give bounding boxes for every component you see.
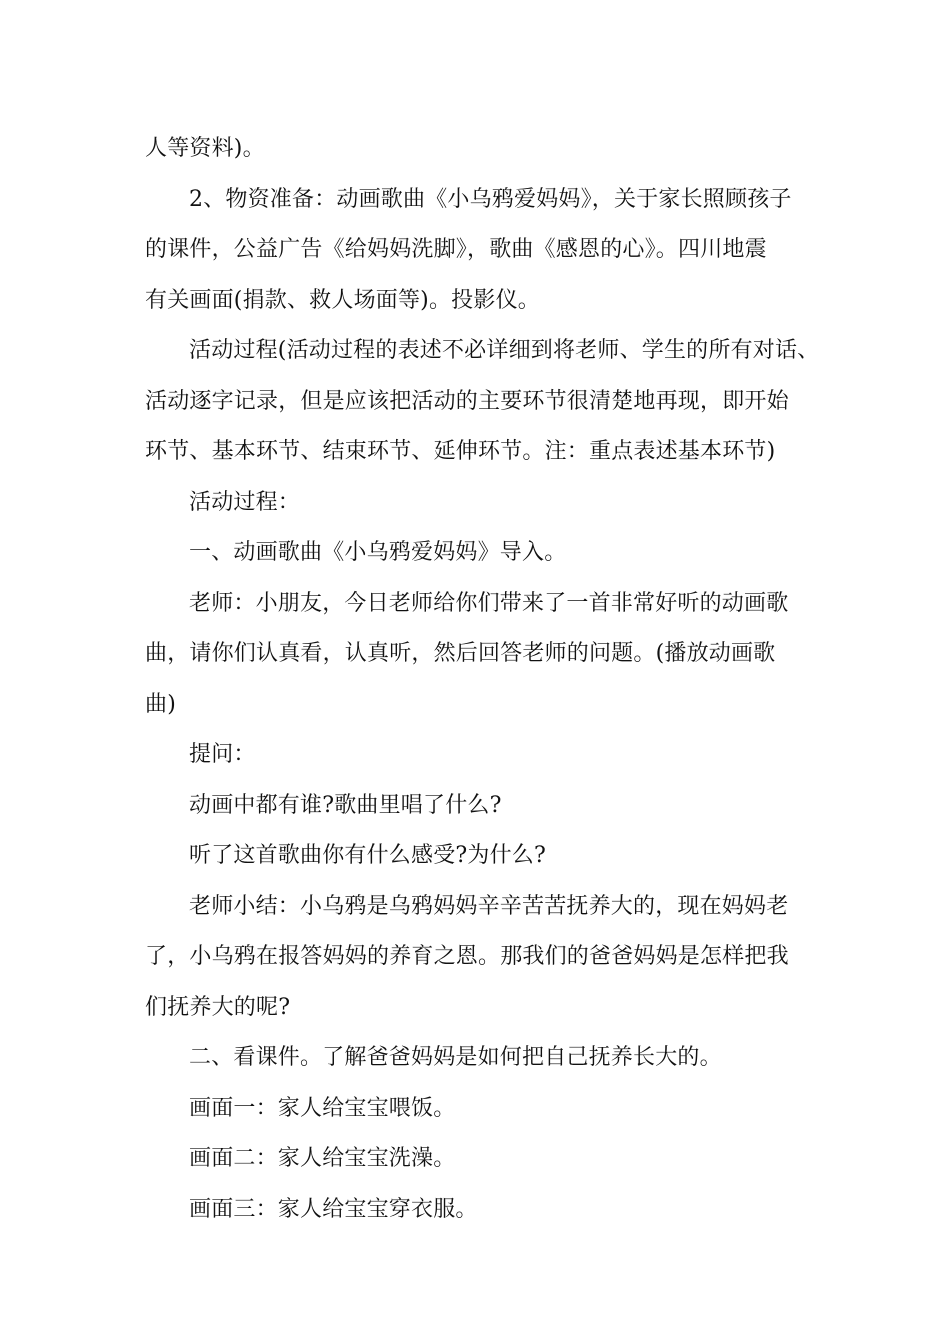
question-line: 动画中都有谁?歌曲里唱了什么?	[189, 792, 502, 818]
text-line: 了，小乌鸦在报答妈妈的养育之恩。那我们的爸爸妈妈是怎样把我	[145, 944, 789, 969]
section-heading: 活动过程：	[189, 489, 301, 515]
scene-line: 画面一：家人给宝宝喂饭。	[189, 1095, 456, 1121]
text-line: 活动过程(活动过程的表述不必详细到将老师、学生的所有对话、	[189, 338, 820, 363]
text-line: 老师小结：小乌鸦是乌鸦妈妈辛辛苦苦抚养大的，现在妈妈老	[189, 893, 789, 919]
text-line: 2、物资准备：动画歌曲《小乌鸦爱妈妈》，关于家长照顾孩子	[189, 186, 792, 212]
scene-line: 画面三：家人给宝宝穿衣服。	[189, 1196, 478, 1222]
text-line: 老师：小朋友，今日老师给你们带来了一首非常好听的动画歌	[189, 590, 789, 616]
text-line: 有关画面(捐款、救人场面等)。投影仪。	[145, 287, 540, 313]
question-line: 听了这首歌曲你有什么感受?为什么?	[189, 843, 546, 868]
text-line: 活动逐字记录，但是应该把活动的主要环节很清楚地再现，即开始	[145, 388, 789, 414]
text-line: 人等资料)。	[145, 136, 265, 161]
text-line: 曲，请你们认真看，认真听，然后回答老师的问题。(播放动画歌	[145, 641, 776, 666]
scene-line: 画面二：家人给宝宝洗澡。	[189, 1146, 456, 1171]
section-heading: 一、动画歌曲《小乌鸦爱妈妈》导入。	[189, 540, 567, 565]
text-line: 曲)	[145, 691, 176, 717]
text-line: 提问：	[189, 742, 256, 767]
text-line: 的课件，公益广告《给妈妈洗脚》，歌曲《感恩的心》。四川地震	[145, 237, 767, 262]
section-heading: 二、看课件。了解爸爸妈妈是如何把自己抚养长大的。	[189, 1045, 722, 1070]
document-body	[145, 124, 820, 1235]
text-line: 环节、基本环节、结束环节、延伸环节。注：重点表述基本环节)	[145, 439, 776, 464]
text-line: 们抚养大的呢?	[145, 994, 291, 1020]
